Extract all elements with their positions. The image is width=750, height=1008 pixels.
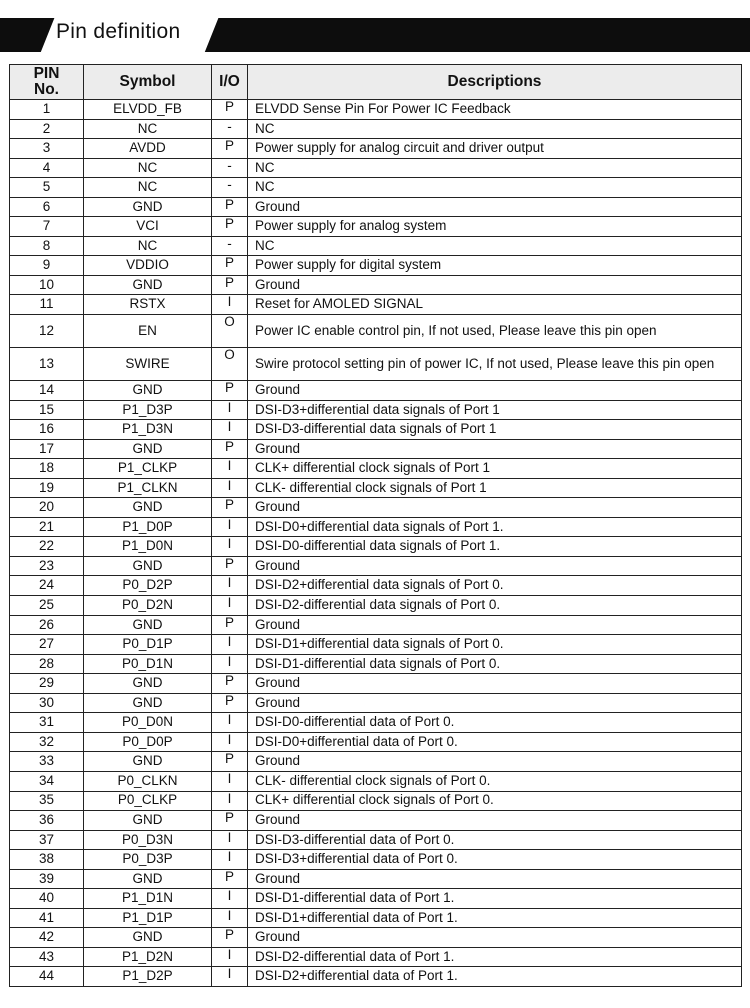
symbol-cell: GND — [84, 674, 212, 694]
io-cell: P — [212, 197, 248, 217]
description-cell: CLK+ differential clock signals of Port 0. — [248, 791, 742, 811]
io-cell: P — [212, 693, 248, 713]
pin-number-cell: 39 — [10, 869, 84, 889]
table-row — [10, 908, 742, 928]
table-row — [10, 811, 742, 831]
table-row — [10, 791, 742, 811]
table-row — [10, 100, 742, 120]
pin-number-cell: 26 — [10, 615, 84, 635]
pin-number-cell: 36 — [10, 811, 84, 831]
io-cell: I — [212, 908, 248, 928]
pin-number-cell: 2 — [10, 119, 84, 139]
description-cell: Ground — [248, 615, 742, 635]
pin-number-cell: 15 — [10, 400, 84, 420]
description-cell: CLK- differential clock signals of Port 0. — [248, 771, 742, 791]
io-cell: P — [212, 869, 248, 889]
symbol-cell: P0_D1N — [84, 654, 212, 674]
table-row — [10, 928, 742, 948]
io-cell: P — [212, 811, 248, 831]
description-cell: DSI-D3+differential data of Port 0. — [248, 850, 742, 870]
description-cell: ELVDD Sense Pin For Power IC Feedback — [248, 100, 742, 120]
table-row — [10, 596, 742, 616]
table-header-row — [10, 65, 742, 100]
table-row — [10, 478, 742, 498]
symbol-cell: AVDD — [84, 139, 212, 159]
table-row — [10, 537, 742, 557]
symbol-cell: P0_CLKN — [84, 771, 212, 791]
description-cell: DSI-D1-differential data of Port 1. — [248, 889, 742, 909]
description-cell: Ground — [248, 752, 742, 772]
pin-number-cell: 17 — [10, 439, 84, 459]
pin-number-cell: 29 — [10, 674, 84, 694]
pin-number-cell: 30 — [10, 693, 84, 713]
page-title: Pin definition — [56, 20, 181, 43]
symbol-cell: NC — [84, 236, 212, 256]
table-row — [10, 119, 742, 139]
description-cell: Ground — [248, 811, 742, 831]
symbol-cell: GND — [84, 381, 212, 401]
table-row — [10, 275, 742, 295]
table-row — [10, 158, 742, 178]
pin-number-cell: 16 — [10, 420, 84, 440]
io-cell: - — [212, 236, 248, 256]
io-cell: I — [212, 947, 248, 967]
description-cell: Ground — [248, 197, 742, 217]
description-cell: NC — [248, 119, 742, 139]
symbol-cell: P1_D0N — [84, 537, 212, 557]
description-cell: CLK- differential clock signals of Port 1 — [248, 478, 742, 498]
table-row — [10, 420, 742, 440]
table-row — [10, 732, 742, 752]
table-row — [10, 967, 742, 987]
symbol-cell: P0_D2N — [84, 596, 212, 616]
column-header-symbol: Symbol — [84, 65, 212, 100]
io-cell: P — [212, 217, 248, 237]
description-cell: DSI-D1+differential data signals of Port 0. — [248, 635, 742, 655]
io-cell: I — [212, 478, 248, 498]
description-cell: DSI-D0+differential data signals of Port 1. — [248, 517, 742, 537]
io-cell: I — [212, 420, 248, 440]
symbol-cell: GND — [84, 197, 212, 217]
pin-number-cell: 8 — [10, 236, 84, 256]
pin-number-cell: 27 — [10, 635, 84, 655]
description-cell: DSI-D2+differential data of Port 1. — [248, 967, 742, 987]
symbol-cell: NC — [84, 158, 212, 178]
table-row — [10, 178, 742, 198]
description-cell: Power supply for analog circuit and driver output — [248, 139, 742, 159]
pin-number-cell: 14 — [10, 381, 84, 401]
description-cell: Ground — [248, 381, 742, 401]
io-cell: I — [212, 850, 248, 870]
pin-number-cell: 25 — [10, 596, 84, 616]
io-cell: I — [212, 830, 248, 850]
description-cell: DSI-D3-differential data of Port 0. — [248, 830, 742, 850]
symbol-cell: P0_D0N — [84, 713, 212, 733]
symbol-cell: P1_D1N — [84, 889, 212, 909]
table-row — [10, 713, 742, 733]
description-cell: Swire protocol setting pin of power IC, If not used, Please leave this pin open — [248, 348, 742, 381]
description-cell: NC — [248, 178, 742, 198]
description-cell: Ground — [248, 556, 742, 576]
table-row — [10, 217, 742, 237]
io-cell: P — [212, 256, 248, 276]
description-cell: Power IC enable control pin, If not used, Please leave this pin open — [248, 315, 742, 348]
io-cell: - — [212, 178, 248, 198]
io-cell: I — [212, 771, 248, 791]
table-row — [10, 771, 742, 791]
io-cell: O — [212, 348, 248, 381]
pin-number-cell: 19 — [10, 478, 84, 498]
io-cell: I — [212, 400, 248, 420]
description-cell: Ground — [248, 928, 742, 948]
pin-number-cell: 33 — [10, 752, 84, 772]
symbol-cell: ELVDD_FB — [84, 100, 212, 120]
symbol-cell: GND — [84, 752, 212, 772]
pin-number-cell: 22 — [10, 537, 84, 557]
description-cell: CLK+ differential clock signals of Port 1 — [248, 459, 742, 479]
table-row — [10, 139, 742, 159]
pin-number-cell: 43 — [10, 947, 84, 967]
table-row — [10, 439, 742, 459]
description-cell: Power supply for analog system — [248, 217, 742, 237]
pin-number-cell: 11 — [10, 295, 84, 315]
description-cell: DSI-D2-differential data of Port 1. — [248, 947, 742, 967]
symbol-cell: P0_D0P — [84, 732, 212, 752]
table-row — [10, 752, 742, 772]
pin-number-cell: 4 — [10, 158, 84, 178]
pin-number-cell: 42 — [10, 928, 84, 948]
table-row — [10, 850, 742, 870]
description-cell: DSI-D1-differential data signals of Port 0. — [248, 654, 742, 674]
pin-definition-table — [9, 64, 742, 987]
symbol-cell: P1_D2N — [84, 947, 212, 967]
io-cell: P — [212, 752, 248, 772]
io-cell: P — [212, 381, 248, 401]
description-cell: DSI-D3-differential data signals of Port 1 — [248, 420, 742, 440]
table-row — [10, 615, 742, 635]
symbol-cell: GND — [84, 928, 212, 948]
symbol-cell: EN — [84, 315, 212, 348]
description-cell: DSI-D3+differential data signals of Port 1 — [248, 400, 742, 420]
io-cell: P — [212, 275, 248, 295]
pin-number-cell: 28 — [10, 654, 84, 674]
io-cell: I — [212, 791, 248, 811]
pin-number-cell: 21 — [10, 517, 84, 537]
table-row — [10, 830, 742, 850]
description-cell: DSI-D0-differential data signals of Port 1. — [248, 537, 742, 557]
table-row — [10, 459, 742, 479]
pin-number-cell: 44 — [10, 967, 84, 987]
pin-number-cell: 18 — [10, 459, 84, 479]
table-row — [10, 400, 742, 420]
symbol-cell: GND — [84, 498, 212, 518]
symbol-cell: P0_D2P — [84, 576, 212, 596]
pin-number-cell: 24 — [10, 576, 84, 596]
io-cell: I — [212, 732, 248, 752]
symbol-cell: P1_D0P — [84, 517, 212, 537]
symbol-cell: P0_D3N — [84, 830, 212, 850]
symbol-cell: P1_CLKN — [84, 478, 212, 498]
symbol-cell: P1_D3P — [84, 400, 212, 420]
io-cell: I — [212, 596, 248, 616]
symbol-cell: NC — [84, 119, 212, 139]
symbol-cell: GND — [84, 556, 212, 576]
table-row — [10, 947, 742, 967]
table-body — [10, 100, 742, 987]
symbol-cell: P1_D1P — [84, 908, 212, 928]
io-cell: P — [212, 556, 248, 576]
table-row — [10, 348, 742, 381]
pin-number-cell: 12 — [10, 315, 84, 348]
table-row — [10, 635, 742, 655]
pin-number-cell: 20 — [10, 498, 84, 518]
symbol-cell: P1_CLKP — [84, 459, 212, 479]
table-row — [10, 295, 742, 315]
description-cell: Ground — [248, 693, 742, 713]
io-cell: I — [212, 713, 248, 733]
table-row — [10, 236, 742, 256]
description-cell: Power supply for digital system — [248, 256, 742, 276]
pin-number-cell: 40 — [10, 889, 84, 909]
pin-number-cell: 13 — [10, 348, 84, 381]
pin-number-cell: 23 — [10, 556, 84, 576]
pin-number-cell: 6 — [10, 197, 84, 217]
symbol-cell: GND — [84, 615, 212, 635]
symbol-cell: VCI — [84, 217, 212, 237]
description-cell: Ground — [248, 869, 742, 889]
table-row — [10, 693, 742, 713]
pin-number-cell: 5 — [10, 178, 84, 198]
io-cell: O — [212, 315, 248, 348]
symbol-cell: P0_D1P — [84, 635, 212, 655]
io-cell: - — [212, 119, 248, 139]
description-cell: NC — [248, 236, 742, 256]
symbol-cell: GND — [84, 275, 212, 295]
pin-number-cell: 31 — [10, 713, 84, 733]
io-cell: P — [212, 928, 248, 948]
pin-number-cell: 3 — [10, 139, 84, 159]
io-cell: P — [212, 139, 248, 159]
io-cell: I — [212, 295, 248, 315]
description-cell: DSI-D0-differential data of Port 0. — [248, 713, 742, 733]
io-cell: I — [212, 459, 248, 479]
column-header-io: I/O — [212, 65, 248, 100]
description-cell: DSI-D2-differential data signals of Port 0. — [248, 596, 742, 616]
io-cell: P — [212, 674, 248, 694]
table-row — [10, 889, 742, 909]
symbol-cell: P1_D2P — [84, 967, 212, 987]
table-row — [10, 315, 742, 348]
symbol-cell: GND — [84, 869, 212, 889]
symbol-cell: P1_D3N — [84, 420, 212, 440]
description-cell: DSI-D0+differential data of Port 0. — [248, 732, 742, 752]
pin-number-cell: 32 — [10, 732, 84, 752]
symbol-cell: P0_D3P — [84, 850, 212, 870]
table-row — [10, 576, 742, 596]
description-cell: Ground — [248, 498, 742, 518]
table-row — [10, 654, 742, 674]
pin-number-cell: 35 — [10, 791, 84, 811]
table-row — [10, 517, 742, 537]
description-cell: Ground — [248, 674, 742, 694]
pin-number-cell: 37 — [10, 830, 84, 850]
pin-number-cell: 38 — [10, 850, 84, 870]
symbol-cell: VDDIO — [84, 256, 212, 276]
table-row — [10, 869, 742, 889]
io-cell: P — [212, 498, 248, 518]
symbol-cell: GND — [84, 439, 212, 459]
io-cell: I — [212, 537, 248, 557]
table-row — [10, 556, 742, 576]
description-cell: DSI-D1+differential data of Port 1. — [248, 908, 742, 928]
column-header-pin: PIN No. — [10, 65, 84, 100]
table-row — [10, 674, 742, 694]
symbol-cell: SWIRE — [84, 348, 212, 381]
symbol-cell: NC — [84, 178, 212, 198]
pin-number-cell: 34 — [10, 771, 84, 791]
column-header-descriptions: Descriptions — [248, 65, 742, 100]
table-row — [10, 197, 742, 217]
io-cell: P — [212, 615, 248, 635]
table-row — [10, 256, 742, 276]
io-cell: P — [212, 439, 248, 459]
symbol-cell: P0_CLKP — [84, 791, 212, 811]
description-cell: Ground — [248, 439, 742, 459]
description-cell: DSI-D2+differential data signals of Port 0. — [248, 576, 742, 596]
pin-number-cell: 41 — [10, 908, 84, 928]
io-cell: - — [212, 158, 248, 178]
io-cell: P — [212, 100, 248, 120]
io-cell: I — [212, 654, 248, 674]
description-cell: Ground — [248, 275, 742, 295]
description-cell: NC — [248, 158, 742, 178]
symbol-cell: GND — [84, 811, 212, 831]
pin-number-cell: 10 — [10, 275, 84, 295]
table-row — [10, 381, 742, 401]
symbol-cell: GND — [84, 693, 212, 713]
io-cell: I — [212, 635, 248, 655]
symbol-cell: RSTX — [84, 295, 212, 315]
description-cell: Reset for AMOLED SIGNAL — [248, 295, 742, 315]
io-cell: I — [212, 517, 248, 537]
io-cell: I — [212, 967, 248, 987]
table-row — [10, 498, 742, 518]
io-cell: I — [212, 576, 248, 596]
pin-number-cell: 1 — [10, 100, 84, 120]
pin-number-cell: 9 — [10, 256, 84, 276]
io-cell: I — [212, 889, 248, 909]
pin-number-cell: 7 — [10, 217, 84, 237]
